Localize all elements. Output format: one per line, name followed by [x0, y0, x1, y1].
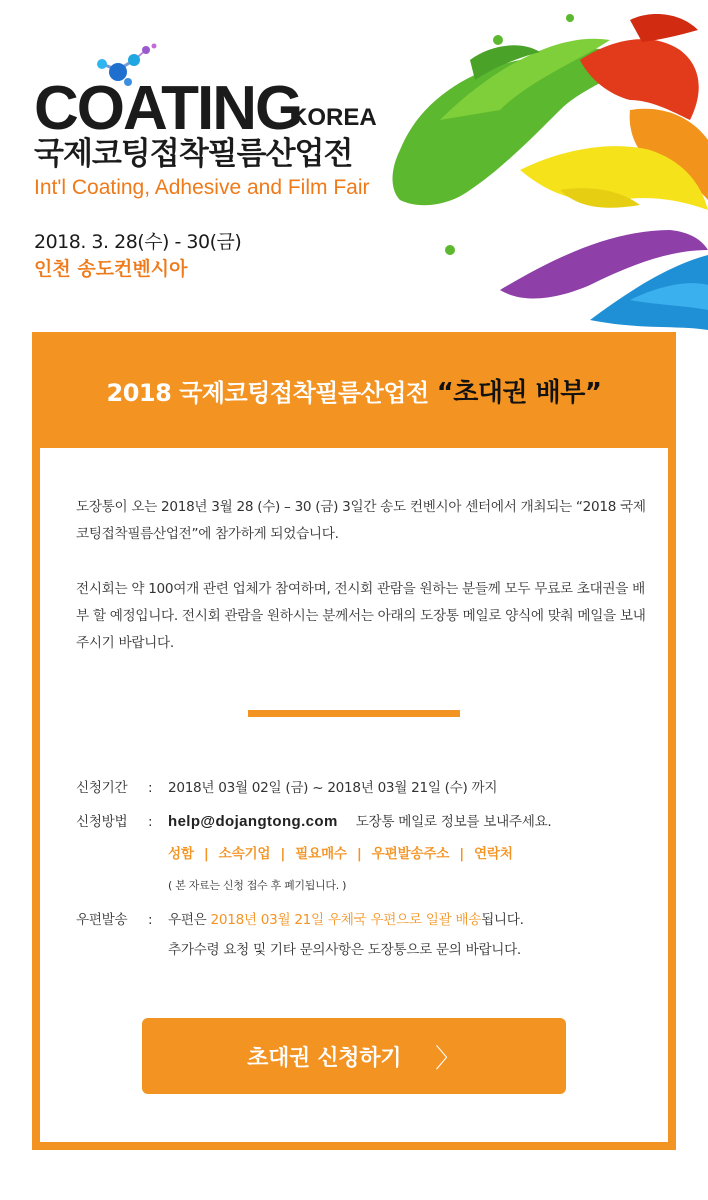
- email-link[interactable]: help@dojangtong.com: [168, 813, 338, 830]
- card-title-quote: “초대권 배부”: [436, 377, 602, 408]
- apply-invitation-button[interactable]: [142, 1018, 566, 1094]
- details-paragraph: 전시회는 약 100여개 관련 업체가 참여하며, 전시회 관람을 원하는 분들께 모두 무료로 초대권을 배부 할 예정입니다. 전시회 관람을 원하시는 분께서는 아래의 도장통 메일로 양식에 맞춰 메일을 보내주시기 바랍니다.: [76, 581, 646, 651]
- field-company: 소속기업: [218, 846, 271, 862]
- disposal-note: ( 본 자료는 신청 접수 후 폐기됩니다. ): [168, 879, 347, 892]
- intro-paragraph: 도장통이 오는 2018년 3월 28 (수) – 30 (금) 3일간 송도 컨벤시아 센터에서 개최되는 “2018 국제코팅접착필름산업전”에 참가하게 되었습니다.: [76, 499, 646, 542]
- field-separator: |: [203, 846, 209, 862]
- required-fields: [168, 844, 708, 864]
- field-quantity: 필요매수: [295, 846, 347, 862]
- event-title-korean: 국제코팅접착필름산업전: [34, 136, 353, 172]
- field-contact: 연락처: [474, 846, 513, 862]
- logo-coating: COATING: [34, 74, 302, 143]
- post-label: 우편발송: [76, 912, 128, 928]
- card-body: [40, 448, 668, 1142]
- post-highlight: 2018년 03월 21일 우체국 우편으로 일괄 배송: [210, 912, 482, 928]
- event-venue: 인천 송도컨벤시아: [34, 258, 188, 280]
- method-text: 도장통 메일로 정보를 보내주세요.: [355, 814, 552, 830]
- post-prefix: 우편은: [168, 912, 207, 928]
- logo-korea: KOREA: [290, 104, 377, 131]
- period-value: 2018년 03월 02일 (금) ~ 2018년 03월 21일 (수) 까지: [168, 780, 498, 796]
- field-name: 성함: [168, 846, 194, 862]
- postal-note: 추가수령 요청 및 기타 문의사항은 도장통으로 문의 바랍니다.: [168, 942, 521, 958]
- card-title-text: 2018 국제코팅접착필름산업전: [106, 378, 429, 407]
- colon: :: [148, 912, 153, 928]
- field-separator: |: [280, 846, 286, 862]
- period-label: 신청기간: [76, 780, 128, 796]
- post-suffix: 됩니다.: [481, 912, 524, 928]
- event-header: [0, 0, 708, 332]
- colon: :: [148, 814, 153, 830]
- cta-label: 초대권 신청하기: [247, 1045, 402, 1071]
- colon: :: [148, 780, 153, 796]
- event-title-english: Int'l Coating, Adhesive and Film Fair: [34, 176, 370, 199]
- paint-splash-icon: [380, 0, 708, 332]
- method-value: [168, 812, 551, 832]
- event-date: 2018. 3. 28(수) - 30(금): [34, 231, 242, 253]
- card-title: [32, 332, 676, 448]
- method-label: 신청방법: [76, 814, 128, 830]
- chevron-right-icon: 〉: [435, 1043, 461, 1074]
- field-separator: |: [459, 846, 464, 862]
- divider: [248, 710, 460, 717]
- field-address: 우편발송주소: [371, 846, 450, 862]
- post-value: [168, 910, 524, 930]
- invitation-card: [32, 332, 676, 1150]
- field-separator: |: [356, 846, 362, 862]
